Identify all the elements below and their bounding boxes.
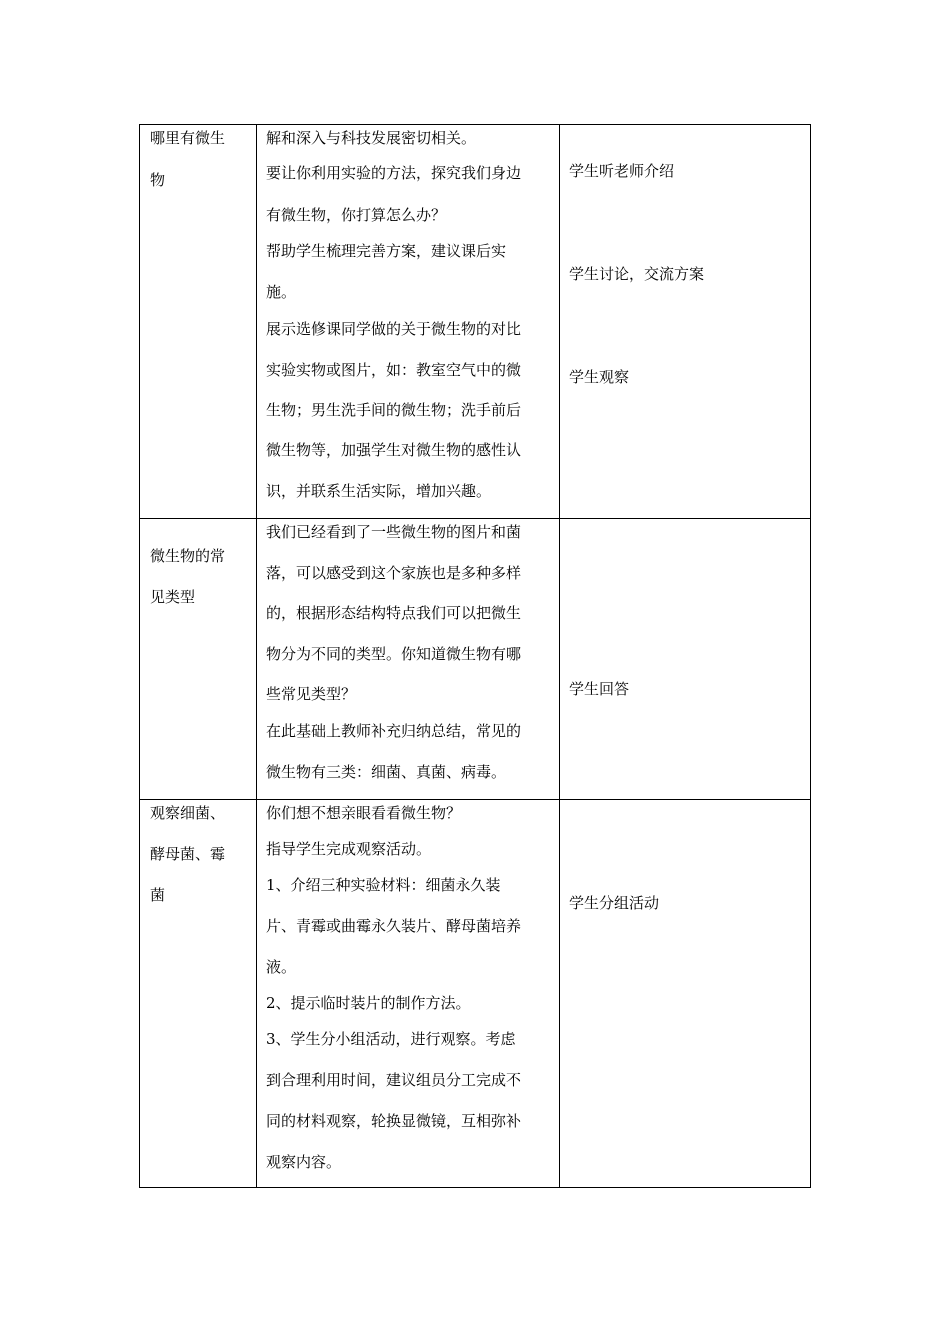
topic-line: 哪里有微生 [150, 129, 226, 147]
topic-cell [140, 125, 257, 519]
teacher-activity-cell [257, 519, 560, 800]
topic-line: 微生物的常 [150, 547, 226, 565]
teacher-line: 有微生物，你打算怎么办？ [266, 206, 447, 224]
teacher-activity-cell [257, 125, 560, 519]
teacher-line: 实验实物或图片，如：教室空气中的微 [266, 361, 522, 379]
teacher-activity-cell [257, 800, 560, 1188]
teacher-line: 指导学生完成观察活动。 [266, 840, 432, 858]
teacher-line: 观察内容。 [266, 1153, 342, 1171]
teacher-line: 2、提示临时装片的制作方法。 [266, 994, 471, 1012]
topic-line: 菌 [150, 886, 166, 904]
teacher-line: 展示选修课同学做的关于微生物的对比 [266, 320, 522, 338]
teacher-line: 3、学生分小组活动，进行观察。考虑 [266, 1030, 516, 1048]
lesson-plan-table [139, 124, 811, 1188]
teacher-line: 施。 [266, 283, 297, 301]
teacher-line: 的，根据形态结构特点我们可以把微生 [266, 604, 522, 622]
teacher-line: 帮助学生梳理完善方案，建议课后实 [266, 242, 507, 260]
teacher-line: 识，并联系生活实际，增加兴趣。 [266, 482, 492, 500]
table-row [140, 125, 811, 519]
student-line: 学生分组活动 [569, 894, 660, 912]
teacher-line: 在此基础上教师补充归纳总结，常见的 [266, 722, 522, 740]
teacher-line: 液。 [266, 958, 297, 976]
student-line: 学生听老师介绍 [569, 162, 675, 180]
teacher-line: 1、介绍三种实验材料：细菌永久装 [266, 876, 501, 894]
topic-line: 观察细菌、 [150, 804, 226, 822]
table-row [140, 800, 811, 1188]
teacher-line: 同的材料观察，轮换显微镜，互相弥补 [266, 1112, 522, 1130]
teacher-line: 落，可以感受到这个家族也是多种多样 [266, 564, 522, 582]
teacher-line: 要让你利用实验的方法，探究我们身边 [266, 164, 522, 182]
teacher-line: 你们想不想亲眼看看微生物？ [266, 804, 462, 822]
student-activity-cell [560, 125, 811, 519]
topic-line: 物 [150, 171, 166, 189]
teacher-line: 微生物有三类：细菌、真菌、病毒。 [266, 763, 507, 781]
student-activity-cell [560, 800, 811, 1188]
teacher-line: 解和深入与科技发展密切相关。 [266, 129, 477, 147]
topic-line: 酵母菌、霉 [150, 845, 226, 863]
student-line: 学生回答 [569, 680, 630, 698]
teacher-line: 微生物等，加强学生对微生物的感性认 [266, 441, 522, 459]
teacher-line: 物分为不同的类型。你知道微生物有哪 [266, 645, 522, 663]
teacher-line: 到合理利用时间，建议组员分工完成不 [266, 1071, 522, 1089]
student-line: 学生观察 [569, 368, 630, 386]
topic-cell [140, 800, 257, 1188]
teacher-line: 片、青霉或曲霉永久装片、酵母菌培养 [266, 917, 522, 935]
teacher-line: 生物；男生洗手间的微生物；洗手前后 [266, 401, 522, 419]
teacher-line: 我们已经看到了一些微生物的图片和菌 [266, 523, 522, 541]
teacher-line: 些常见类型？ [266, 685, 357, 703]
table-row [140, 519, 811, 800]
topic-line: 见类型 [150, 588, 196, 606]
student-line: 学生讨论，交流方案 [569, 265, 705, 283]
student-activity-cell [560, 519, 811, 800]
topic-cell [140, 519, 257, 800]
